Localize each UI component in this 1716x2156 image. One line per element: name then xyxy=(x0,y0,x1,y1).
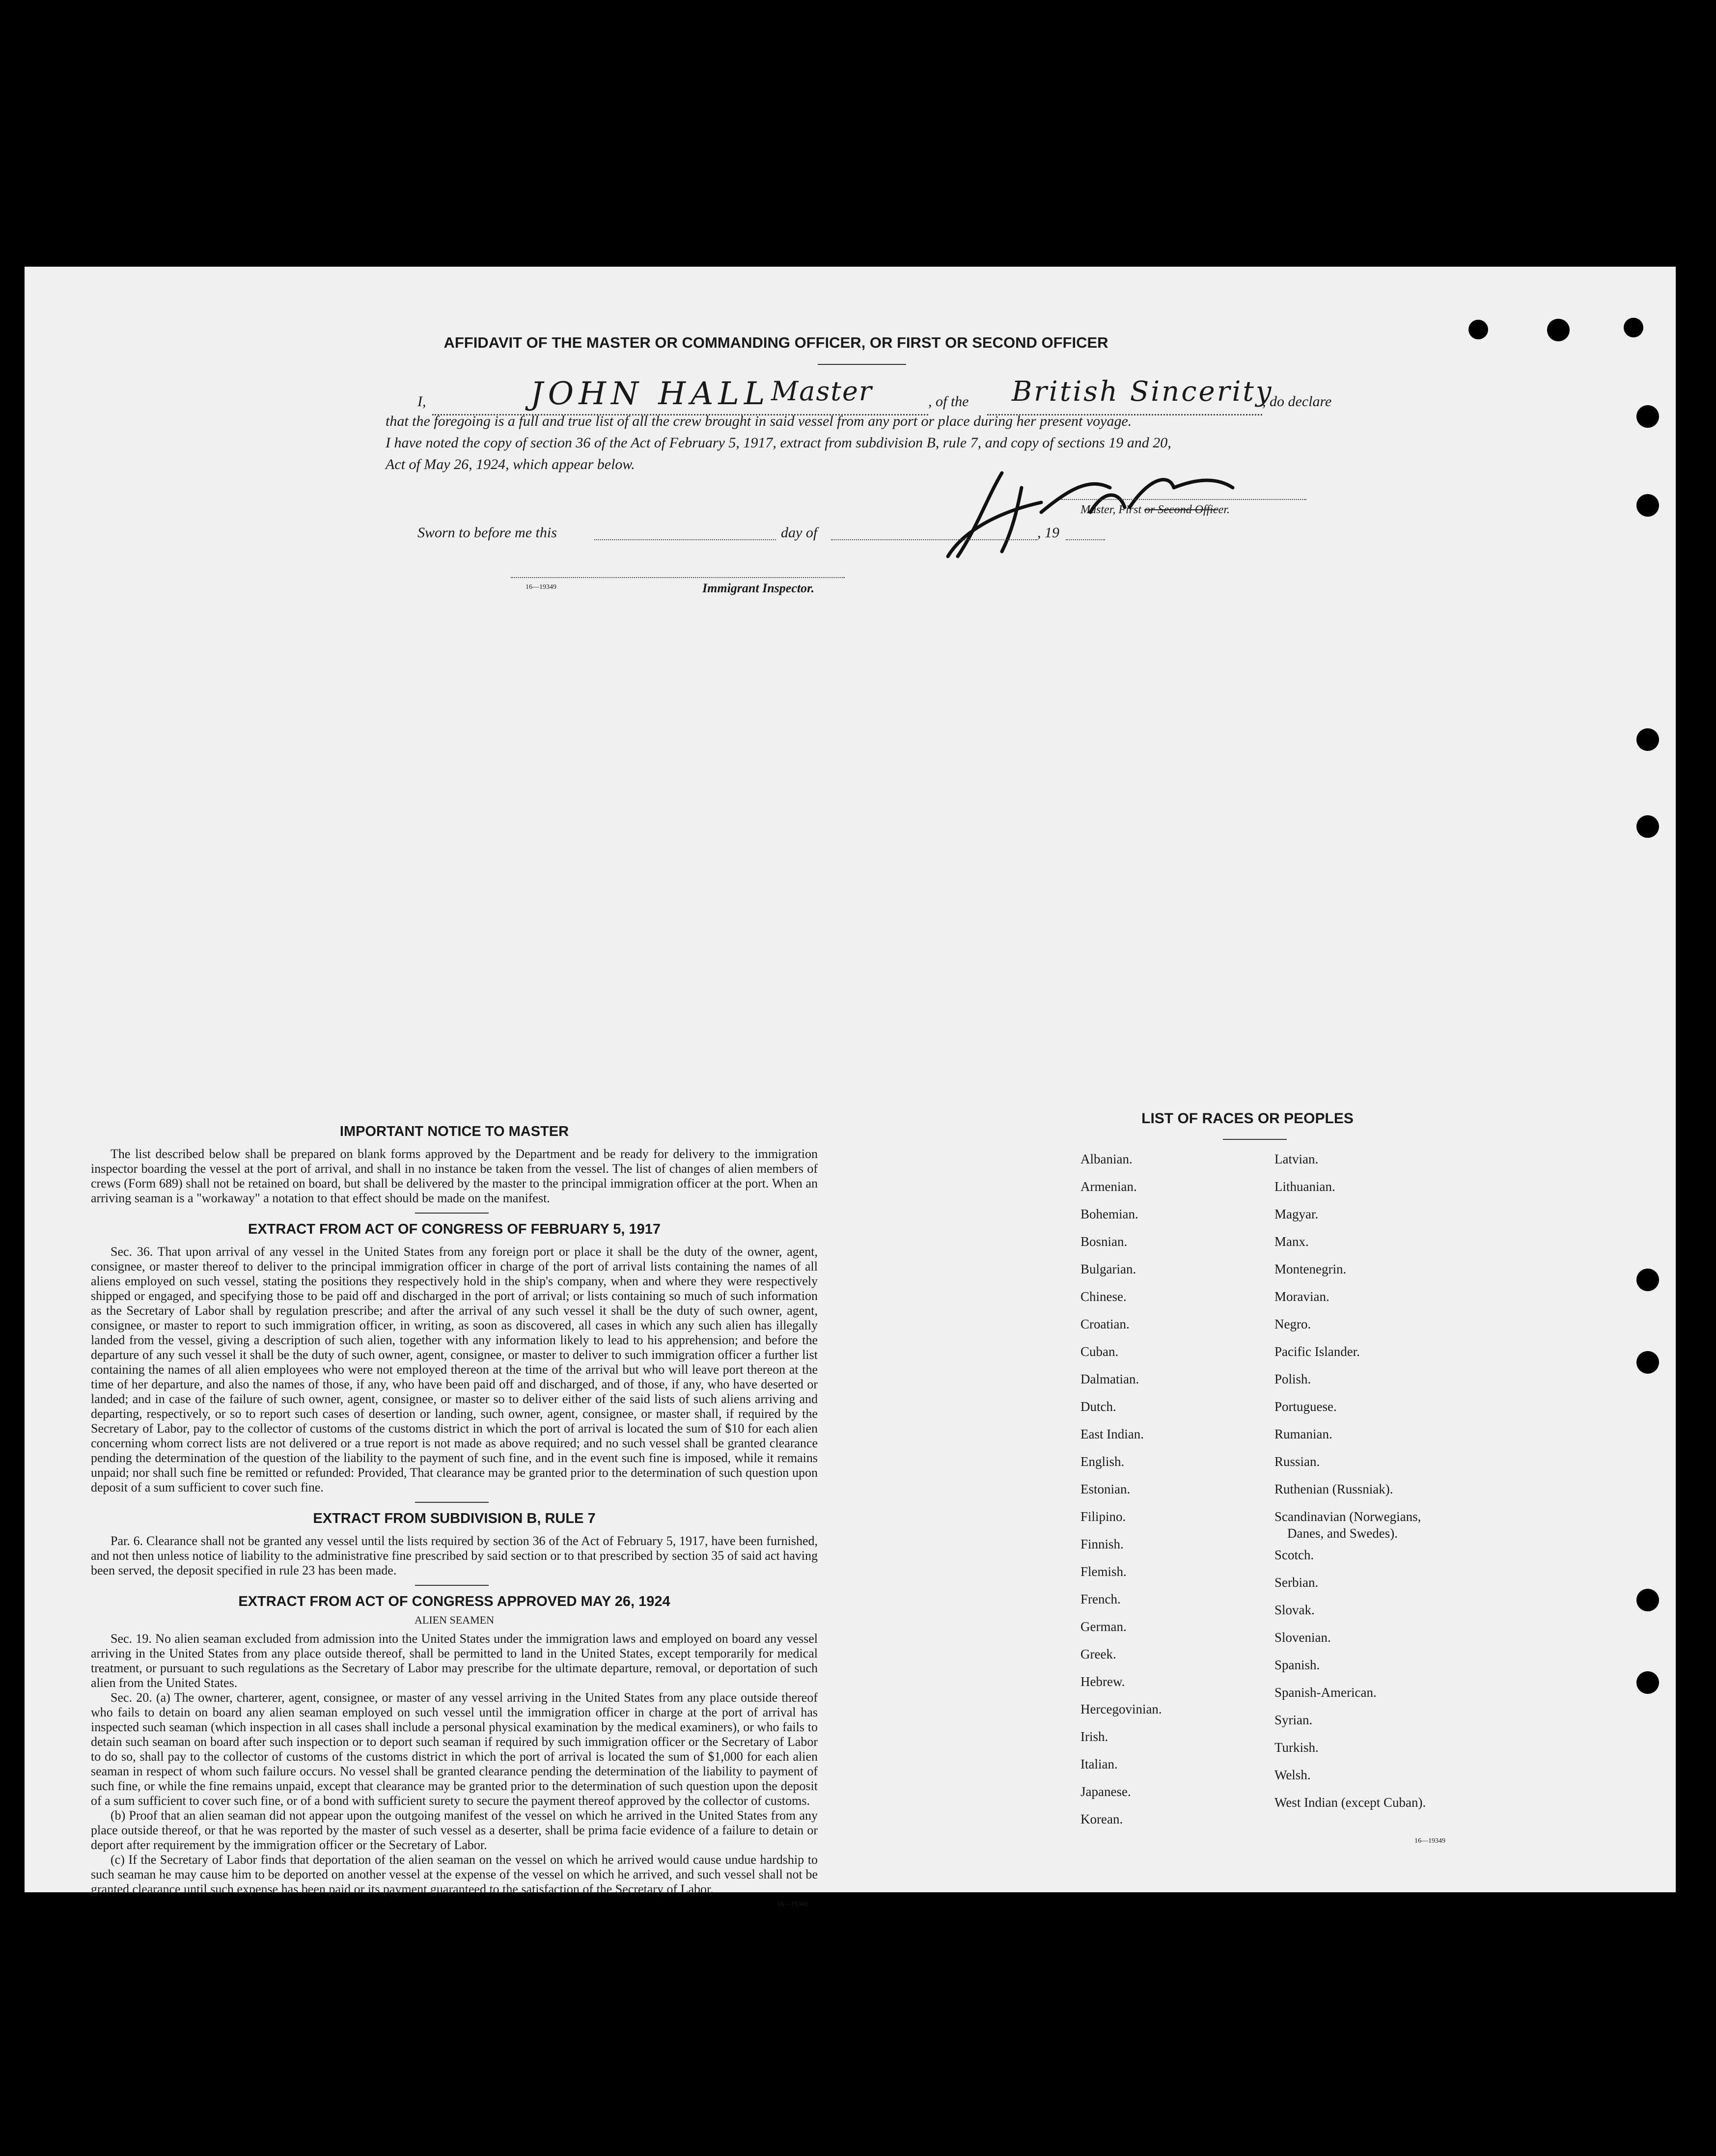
race-item: Slovak. xyxy=(1274,1603,1315,1617)
race-item: Portuguese. xyxy=(1274,1399,1337,1414)
manifest-sheet xyxy=(25,267,1676,1908)
day-of-text: day of xyxy=(781,525,818,541)
extract-1917-body: Sec. 36. That upon arrival of any vessel in the United States from any foreign port or place it shall be the duty of the owner, agent, consignee, or master thereof to deliver to the principal immigration officer in charge of the port of arrival lists containing the names of all aliens employed on such vessel, stating the positions they respectively hold in the ship's company, when and where they were respectively shipped or engaged, and specifying those to be paid off and discharged in the port of arrival; or lists containing so much of such information as the Secretary of Labor shall by regulation prescribe; and after the arrival of any such vessel it shall be the duty of such owner, agent, consignee, or master to report to such immigration officer, in writing, as soon as discovered, all cases in which any such alien has illegally landed from the vessel, giving a description of such alien, together with any information likely to lead to his apprehension; and before the departure of any such vessel it shall be the duty of such owner, agent, consignee, or master to deliver to such immigration officer a further list containing the names of all alien employees who were not employed thereon at the time of the arrival but who will leave port thereon at the time of her departure, and also the names of those, if any, who have been paid off and discharged, and of those, if any, who have deserted or landed; and in case of the failure of such owner, agent, consignee, or master so to deliver either of the said lists of such aliens arriving and departing, respectively, or so to report such cases of desertion or landing, such owner, agent, consignee, or master shall, if required by the Secretary of Labor, pay to the collector of customs of the customs district in which the port of arrival is located the sum of $10 for each alien concerning whom correct lists are not delivered or a true report is not made as above required; and no such vessel shall be granted clearance pending the determination of the question of the liability to the payment of such fine, and in the event such fine is imposed, while it remains unpaid; nor shall such fine be remitted or refunded: Provided, That clearance may be granted prior to the determination of such question upon deposit of a sum sufficient to cover such fine. xyxy=(91,1244,818,1494)
declaration-line-3: I have noted the copy of section 36 of the Act of February 5, 1917, extract from subdivision B, rule 7, and copy of sections 19 and 20, xyxy=(386,435,1171,451)
race-item: Hebrew. xyxy=(1080,1674,1125,1689)
race-item: Latvian. xyxy=(1274,1152,1319,1166)
race-item: Albanian. xyxy=(1080,1152,1133,1166)
rule-7-title: EXTRACT FROM SUBDIVISION B, RULE 7 xyxy=(313,1511,596,1526)
sworn-line xyxy=(417,525,1154,554)
section-divider xyxy=(415,1502,489,1503)
punch-hole xyxy=(1636,1671,1659,1694)
sec-20b-body: (b) Proof that an alien seaman did not appear upon the outgoing manifest of the vessel on which he arrived in the United States from any place outside thereof, or that he was reported by the master of such vessel as a deserter, shall be prima facie evidence of a failure to detain or deport after requirement by the immigration officer or the Secretary of Labor. xyxy=(91,1808,818,1852)
race-item: Irish. xyxy=(1080,1729,1108,1744)
race-item: Bulgarian. xyxy=(1080,1262,1136,1276)
race-item: Pacific Islander. xyxy=(1274,1344,1360,1359)
race-item: Scotch. xyxy=(1274,1548,1314,1562)
notices-column xyxy=(91,1124,818,1908)
sworn-text: Sworn to before me this xyxy=(417,525,557,541)
race-item: Welsh. xyxy=(1274,1768,1311,1782)
race-item: Bohemian. xyxy=(1080,1207,1138,1221)
form-number-notices: 16—19349 xyxy=(777,1901,808,1908)
race-item: French. xyxy=(1080,1592,1121,1606)
inspector-signature-line xyxy=(511,577,845,578)
race-item: Croatian. xyxy=(1080,1317,1130,1331)
sec-20a-body: Sec. 20. (a) The owner, charterer, agent, consignee, or master of any vessel arriving in the United States from any place outside thereof who fails to detain on board any alien seaman employed on such vessel until the immigration officer in charge at the port of arrival has inspected such seaman (which inspection in all cases shall include a personal physical examination by the medical examiners), or who fails to detain such seaman on board after such inspection or to deport such seaman if required by such immigration officer or the Secretary of Labor to do so, shall pay to the collector of customs of the customs district in which the port of arrival is located the sum of $1,000 for each alien seaman in respect of whom such failure occurs. No vessel shall be granted clearance pending the determination of the liability to payment of such fine, or while the fine remains unpaid, except that clearance may be granted prior to the determination of such question upon the deposit of a sum sufficient to cover such fine, or of a bond with sufficient surety to secure the payment thereof approved by the collector of customs. xyxy=(91,1690,818,1808)
alien-seamen-subtitle: ALIEN SEAMEN xyxy=(415,1614,494,1626)
race-item: Greek. xyxy=(1080,1647,1116,1661)
punch-hole xyxy=(1624,318,1643,337)
race-item: West Indian (except Cuban). xyxy=(1274,1795,1426,1810)
section-divider xyxy=(415,1213,489,1214)
sworn-day-line xyxy=(594,539,776,540)
punch-hole xyxy=(1636,405,1659,428)
race-item: Japanese. xyxy=(1080,1784,1131,1799)
punch-hole xyxy=(1636,1351,1659,1374)
word-i: I, xyxy=(417,393,426,410)
race-item: Hercegovinian. xyxy=(1080,1702,1162,1716)
officer-rank: Master xyxy=(771,376,873,407)
punch-hole xyxy=(1636,728,1659,751)
race-item: Spanish-American. xyxy=(1274,1685,1377,1700)
race-item: East Indian. xyxy=(1080,1427,1144,1441)
race-item: Estonian. xyxy=(1080,1482,1131,1496)
affidavit-title: AFFIDAVIT OF THE MASTER OR COMMANDING OFFICER, OR FIRST OR SECOND OFFICER xyxy=(443,334,1108,351)
year-text: , 19 xyxy=(1037,525,1059,541)
notice-body: The list described below shall be prepared on blank forms approved by the Department and be ready for delivery to the immigration inspector boarding the vessel at the port of arrival, and shall in no instance be taken from the vessel. The list of changes of alien members of crews (Form 689) shall not be retained on board, but shall be delivered by the master to the principal immigration officer at the port. When an arriving seaman is a "workaway" a notation to that effect should be made on the manifest. xyxy=(91,1147,818,1205)
race-item: Syrian. xyxy=(1274,1713,1313,1727)
declaration-line-4: Act of May 26, 1924, which appear below. xyxy=(386,456,635,472)
race-item: Korean. xyxy=(1080,1812,1123,1826)
race-item: Rumanian. xyxy=(1274,1427,1332,1441)
form-number-top: 16—19349 xyxy=(526,583,556,591)
race-item: Serbian. xyxy=(1274,1575,1319,1590)
race-item: Armenian. xyxy=(1080,1179,1137,1194)
race-item: Lithuanian. xyxy=(1274,1179,1335,1194)
race-item: Ruthenian (Russniak). xyxy=(1274,1482,1393,1496)
sworn-year-line xyxy=(1066,539,1105,540)
race-item: Polish. xyxy=(1274,1372,1311,1386)
section-divider xyxy=(415,1585,489,1586)
officer-title-label: Master, First or Second Officer. xyxy=(1080,503,1230,516)
punch-hole xyxy=(1636,815,1659,838)
race-item: Montenegrin. xyxy=(1274,1262,1347,1276)
race-item: Dutch. xyxy=(1080,1399,1116,1414)
extract-1917-title: EXTRACT FROM ACT OF CONGRESS OF FEBRUARY 5, 1917 xyxy=(248,1221,661,1237)
races-column-1 xyxy=(1080,1152,1267,1839)
race-item: Moravian. xyxy=(1274,1289,1329,1304)
race-item: Danes, and Swedes). xyxy=(1287,1526,1398,1541)
races-column-2 xyxy=(1274,1152,1530,1823)
race-item: Filipino. xyxy=(1080,1509,1126,1524)
race-item: Flemish. xyxy=(1080,1564,1127,1579)
declaration-line-2: that the foregoing is a full and true list of all the crew brought in said vessel from any port or place during her present voyage. xyxy=(386,413,1132,429)
punch-hole xyxy=(1636,494,1659,517)
form-number-races: 16—19349 xyxy=(1414,1837,1445,1845)
punch-hole xyxy=(1547,319,1570,341)
rule-7-body: Par. 6. Clearance shall not be granted any vessel until the lists required by section 36 of the Act of February 5, 1917, have been furnished, and not then unless notice of liability to the administrative fine prescribed by said section or to that prescribed by section 35 of said act having been served, the deposit specified in rule 23 has been made. xyxy=(91,1534,818,1577)
officer-name: JOHN HALL xyxy=(530,376,770,412)
notice-title: IMPORTANT NOTICE TO MASTER xyxy=(339,1124,569,1139)
word-of-the: , of the xyxy=(928,393,969,410)
punch-hole xyxy=(1636,1269,1659,1291)
race-item: Chinese. xyxy=(1080,1289,1127,1304)
races-divider xyxy=(1223,1139,1287,1140)
punch-hole xyxy=(1636,1589,1659,1611)
race-item: English. xyxy=(1080,1454,1125,1469)
sworn-month-line xyxy=(831,539,1037,540)
race-item: Manx. xyxy=(1274,1234,1309,1249)
do-declare: , do declare xyxy=(1262,393,1332,410)
race-item: Spanish. xyxy=(1274,1658,1320,1672)
sec-19-body: Sec. 19. No alien seaman excluded from admission into the United States under the immigration laws and employed on board any vessel arriving in the United States from any place outside thereof, shall be permitted to land in the United States, except temporarily for medical treatment, or pursuant to such regulations as the Secretary of Labor may prescribe for the ultimate departure, removal, or deportation of such alien from the United States. xyxy=(91,1631,818,1690)
races-title: LIST OF RACES OR PEOPLES xyxy=(1141,1110,1354,1127)
vessel-name: British Sincerity xyxy=(1012,376,1273,408)
extract-1924-title: EXTRACT FROM ACT OF CONGRESS APPROVED MAY 26, 1924 xyxy=(238,1594,670,1609)
race-item: Italian. xyxy=(1080,1757,1118,1771)
punch-hole xyxy=(1468,320,1488,339)
race-item: Magyar. xyxy=(1274,1207,1319,1221)
race-item: Turkish. xyxy=(1274,1740,1319,1755)
race-item: Scandinavian (Norwegians, xyxy=(1274,1509,1421,1524)
title-divider xyxy=(818,364,906,365)
race-item: Finnish. xyxy=(1080,1537,1124,1551)
race-item: Russian. xyxy=(1274,1454,1320,1469)
inspector-label: Immigrant Inspector. xyxy=(702,581,815,595)
race-item: German. xyxy=(1080,1619,1127,1634)
race-item: Negro. xyxy=(1274,1317,1311,1331)
signature-line xyxy=(1061,499,1306,500)
race-item: Slovenian. xyxy=(1274,1630,1331,1645)
race-item: Bosnian. xyxy=(1080,1234,1128,1249)
race-item: Dalmatian. xyxy=(1080,1372,1139,1386)
race-item: Cuban. xyxy=(1080,1344,1119,1359)
sec-20c-body: (c) If the Secretary of Labor finds that deportation of the alien seaman on the vessel on which he arrived would cause undue hardship to such seaman he may cause him to be deported on another vessel at the expense of the vessel on which he arrived, and such vessel shall not be granted clearance until such expense has been paid or its payment guaranteed to the satisfaction of the Secretary of Labor. xyxy=(91,1852,818,1896)
